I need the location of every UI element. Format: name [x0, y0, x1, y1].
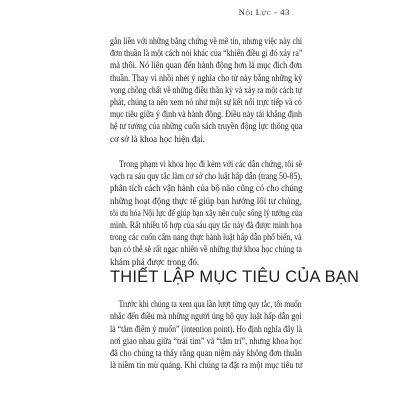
- text-line: cơ sở là khoa học hiện đại.: [110, 133, 205, 144]
- text-line: mục tiêu giữa ý định và hành động. Điều này tái khẳng định: [110, 109, 302, 120]
- text-line: bạn có thể sẽ rất ngạc nhiên về những thứ khoa học chúng ta: [110, 244, 302, 255]
- text-line: Trong phạm vi khoa học đi kèm với các dẫn chứng, tôi sẽ: [118, 159, 303, 169]
- text-line: Trước khi chúng ta xem qua lần lượt từng quy tắc, tôi muốn: [118, 299, 302, 309]
- text-line: vọng chồng chất về những điều thần kỳ và xảy ra một cách tự: [110, 84, 302, 95]
- text-line: vạch ra sáu quy tắc làm cơ sở cho luật hấp dẫn (trang 50-85),: [110, 171, 302, 182]
- text-line: là niềm tin mù quáng. Khi chúng ta đặt ra một mục tiêu tư: [110, 360, 303, 371]
- text-line: hệ tư tưởng của những cuốn sách truyền động lực thông qua: [110, 121, 303, 132]
- text-line: những hoạt động thực tế giúp bạn hướng lối tư chủng,: [110, 195, 302, 206]
- section-heading: THIẾT LẬP MỤC TIÊU CỦA BẠN: [110, 268, 360, 286]
- paragraph-3: [110, 298, 302, 372]
- text-line: gắn liền với những bằng chứng về mê tín, nhưng việc này chỉ: [110, 36, 303, 46]
- running-header: [239, 7, 290, 17]
- text-line: đơn thuần là một cách nói khác của “khiến điều gì đó xảy ra”: [110, 48, 303, 59]
- text-line: nơi giao nhau giữa “trái tim” và “tâm trí”, nhưng khoa học: [110, 335, 303, 346]
- text-line: trong các cuốn cẩm nang thực hành luật hấp dẫn phổ biến, và: [110, 232, 302, 243]
- text-line: phát, chúng ta nên xem nó như một sự kết nối trực tiếp và có: [110, 96, 302, 107]
- text-line: là “tâm điểm ý muốn” (intention point). Họ định nghĩa đây là: [110, 323, 302, 334]
- text-line: thuần. Thay vì nhồi nhét ý nghĩa cho từ này bằng những kỳ: [110, 72, 303, 83]
- text-line: tôi ưu hóa Nội lực để giúp bạn xây nên cuộc sống lý tưởng của: [110, 207, 303, 218]
- text-line: phân tích cách vận hành của bộ não cũng có cho chúng: [110, 183, 303, 194]
- text-line: mà thôi. Nó liên quan đến hành động hơn là mục đích đơn: [110, 60, 302, 71]
- page-number: 43: [280, 7, 290, 17]
- text-line: nhắc đến điều mà những người ủng hộ quy luật hấp dẫn gọi: [110, 311, 302, 322]
- running-title: Nội Lực: [238, 7, 272, 17]
- text-line: đã cho chúng ta thấy rằng quan niệm này không đơn thuần: [110, 348, 303, 359]
- header-separator: -: [274, 7, 278, 17]
- text-line: khám phá được trong đó.: [110, 256, 200, 267]
- paragraph-2: [110, 158, 302, 268]
- paragraph-1: [110, 35, 302, 145]
- text-line: mình. Rất nhiều tổ hợp của sáu quy tắc này đã được minh họa: [110, 219, 302, 230]
